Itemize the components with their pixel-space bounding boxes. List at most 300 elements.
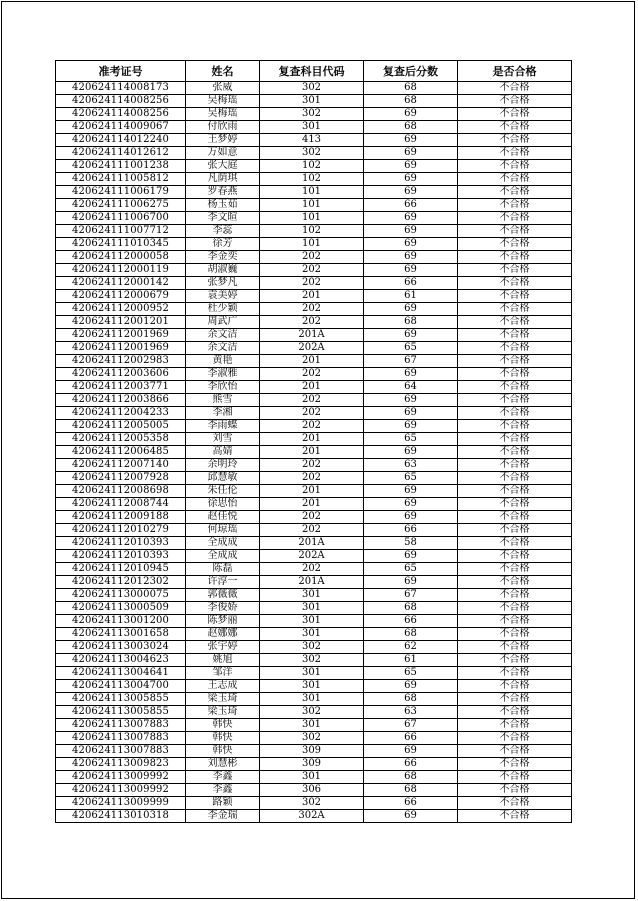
pass-status-cell: 不合格 bbox=[458, 745, 572, 758]
table-row bbox=[56, 615, 572, 628]
score-cell: 69 bbox=[364, 251, 458, 264]
subject-code-cell: 306 bbox=[260, 784, 364, 797]
subject-code-cell: 101 bbox=[260, 212, 364, 225]
name-cell: 李俊娇 bbox=[186, 602, 260, 615]
score-cell: 69 bbox=[364, 745, 458, 758]
score-cell: 67 bbox=[364, 355, 458, 368]
pass-status-cell: 不合格 bbox=[458, 784, 572, 797]
subject-code-cell: 202 bbox=[260, 368, 364, 381]
pass-status-cell: 不合格 bbox=[458, 485, 572, 498]
name-cell: 张宇婷 bbox=[186, 641, 260, 654]
exam-id-cell: 420624111006700 bbox=[56, 212, 186, 225]
name-cell: 王梦婷 bbox=[186, 134, 260, 147]
pass-status-cell: 不合格 bbox=[458, 199, 572, 212]
subject-code-cell: 309 bbox=[260, 758, 364, 771]
exam-id-cell: 420624112007928 bbox=[56, 472, 186, 485]
subject-code-cell: 201 bbox=[260, 381, 364, 394]
exam-id-cell: 420624112003606 bbox=[56, 368, 186, 381]
results-table bbox=[55, 60, 572, 823]
subject-code-cell: 302 bbox=[260, 147, 364, 160]
name-cell: 邱慧敏 bbox=[186, 472, 260, 485]
exam-id-cell: 420624113000509 bbox=[56, 602, 186, 615]
score-cell: 66 bbox=[364, 797, 458, 810]
table-row bbox=[56, 433, 572, 446]
pass-status-cell: 不合格 bbox=[458, 654, 572, 667]
pass-status-cell: 不合格 bbox=[458, 537, 572, 550]
subject-code-cell: 201A bbox=[260, 576, 364, 589]
table-header bbox=[56, 61, 572, 82]
score-cell: 69 bbox=[364, 511, 458, 524]
name-cell: 吴梅瑶 bbox=[186, 108, 260, 121]
table-row bbox=[56, 134, 572, 147]
exam-id-cell: 420624113007883 bbox=[56, 719, 186, 732]
name-cell: 黄艳 bbox=[186, 355, 260, 368]
pass-status-cell: 不合格 bbox=[458, 576, 572, 589]
table-row bbox=[56, 82, 572, 95]
score-cell: 68 bbox=[364, 693, 458, 706]
score-cell: 62 bbox=[364, 641, 458, 654]
name-cell: 刘雪 bbox=[186, 433, 260, 446]
exam-id-cell: 420624112000119 bbox=[56, 264, 186, 277]
exam-id-cell: 420624112003866 bbox=[56, 394, 186, 407]
score-cell: 69 bbox=[364, 238, 458, 251]
pass-status-cell: 不合格 bbox=[458, 329, 572, 342]
name-cell: 陈梦丽 bbox=[186, 615, 260, 628]
score-cell: 69 bbox=[364, 420, 458, 433]
score-cell: 69 bbox=[364, 680, 458, 693]
subject-code-cell: 301 bbox=[260, 628, 364, 641]
exam-id-cell: 420624112010393 bbox=[56, 537, 186, 550]
table-row bbox=[56, 563, 572, 576]
subject-code-cell: 202 bbox=[260, 524, 364, 537]
table-row bbox=[56, 641, 572, 654]
name-cell: 张大庭 bbox=[186, 160, 260, 173]
table-row bbox=[56, 576, 572, 589]
exam-id-cell: 420624112012302 bbox=[56, 576, 186, 589]
subject-code-cell: 201A bbox=[260, 329, 364, 342]
exam-id-cell: 420624112001201 bbox=[56, 316, 186, 329]
pass-status-cell: 不合格 bbox=[458, 589, 572, 602]
table-row bbox=[56, 485, 572, 498]
score-cell: 69 bbox=[364, 134, 458, 147]
table-row bbox=[56, 589, 572, 602]
exam-id-cell: 420624113007883 bbox=[56, 732, 186, 745]
exam-id-cell: 420624111005812 bbox=[56, 173, 186, 186]
score-cell: 69 bbox=[364, 147, 458, 160]
subject-code-cell: 101 bbox=[260, 199, 364, 212]
name-cell: 梁玉琦 bbox=[186, 706, 260, 719]
pass-status-cell: 不合格 bbox=[458, 355, 572, 368]
pass-status-cell: 不合格 bbox=[458, 147, 572, 160]
table-row bbox=[56, 693, 572, 706]
score-cell: 65 bbox=[364, 667, 458, 680]
exam-id-cell: 420624111007712 bbox=[56, 225, 186, 238]
subject-code-cell: 101 bbox=[260, 186, 364, 199]
pass-status-cell: 不合格 bbox=[458, 277, 572, 290]
score-cell: 68 bbox=[364, 316, 458, 329]
score-cell: 67 bbox=[364, 589, 458, 602]
pass-status-cell: 不合格 bbox=[458, 251, 572, 264]
subject-code-cell: 201A bbox=[260, 537, 364, 550]
pass-status-cell: 不合格 bbox=[458, 459, 572, 472]
score-cell: 68 bbox=[364, 602, 458, 615]
subject-code-cell: 302 bbox=[260, 706, 364, 719]
name-cell: 李淑雅 bbox=[186, 368, 260, 381]
table-row bbox=[56, 771, 572, 784]
score-cell: 58 bbox=[364, 537, 458, 550]
subject-code-cell: 202 bbox=[260, 420, 364, 433]
score-cell: 69 bbox=[364, 498, 458, 511]
subject-code-cell: 301 bbox=[260, 121, 364, 134]
subject-code-cell: 202A bbox=[260, 342, 364, 355]
exam-id-cell: 420624114008173 bbox=[56, 82, 186, 95]
exam-id-cell: 420624112010945 bbox=[56, 563, 186, 576]
name-cell: 路颖 bbox=[186, 797, 260, 810]
name-cell: 李金奕 bbox=[186, 251, 260, 264]
table-row bbox=[56, 186, 572, 199]
table-row bbox=[56, 238, 572, 251]
exam-id-cell: 420624113009992 bbox=[56, 771, 186, 784]
score-cell: 66 bbox=[364, 277, 458, 290]
table-row bbox=[56, 758, 572, 771]
exam-id-cell: 420624112000058 bbox=[56, 251, 186, 264]
exam-id-cell: 420624112000952 bbox=[56, 303, 186, 316]
name-cell: 全成成 bbox=[186, 550, 260, 563]
score-cell: 68 bbox=[364, 82, 458, 95]
table-row bbox=[56, 212, 572, 225]
name-cell: 韩快 bbox=[186, 719, 260, 732]
score-cell: 61 bbox=[364, 654, 458, 667]
table-row bbox=[56, 537, 572, 550]
subject-code-cell: 301 bbox=[260, 667, 364, 680]
table-row bbox=[56, 459, 572, 472]
score-cell: 65 bbox=[364, 472, 458, 485]
pass-status-cell: 不合格 bbox=[458, 602, 572, 615]
exam-id-cell: 420624112007140 bbox=[56, 459, 186, 472]
exam-id-cell: 420624114012240 bbox=[56, 134, 186, 147]
subject-code-cell: 201 bbox=[260, 355, 364, 368]
score-cell: 69 bbox=[364, 303, 458, 316]
pass-status-cell: 不合格 bbox=[458, 264, 572, 277]
exam-id-cell: 420624113000075 bbox=[56, 589, 186, 602]
score-cell: 69 bbox=[364, 186, 458, 199]
exam-id-cell: 420624113003024 bbox=[56, 641, 186, 654]
subject-code-cell: 202 bbox=[260, 472, 364, 485]
table-row bbox=[56, 472, 572, 485]
header-score: 复查后分数 bbox=[364, 61, 458, 82]
exam-id-cell: 420624113007883 bbox=[56, 745, 186, 758]
table-row bbox=[56, 784, 572, 797]
score-cell: 65 bbox=[364, 563, 458, 576]
exam-id-cell: 420624113004623 bbox=[56, 654, 186, 667]
name-cell: 杨玉茹 bbox=[186, 199, 260, 212]
name-cell: 李鑫 bbox=[186, 784, 260, 797]
name-cell: 万如意 bbox=[186, 147, 260, 160]
name-cell: 赵佳悦 bbox=[186, 511, 260, 524]
pass-status-cell: 不合格 bbox=[458, 693, 572, 706]
exam-id-cell: 420624113009823 bbox=[56, 758, 186, 771]
subject-code-cell: 302 bbox=[260, 797, 364, 810]
table-row bbox=[56, 342, 572, 355]
score-cell: 69 bbox=[364, 264, 458, 277]
pass-status-cell: 不合格 bbox=[458, 342, 572, 355]
table-row bbox=[56, 420, 572, 433]
subject-code-cell: 302 bbox=[260, 641, 364, 654]
name-cell: 何琼瑶 bbox=[186, 524, 260, 537]
name-cell: 王志成 bbox=[186, 680, 260, 693]
subject-code-cell: 201 bbox=[260, 485, 364, 498]
subject-code-cell: 102 bbox=[260, 225, 364, 238]
pass-status-cell: 不合格 bbox=[458, 238, 572, 251]
exam-id-cell: 420624112010393 bbox=[56, 550, 186, 563]
name-cell: 赵娜娜 bbox=[186, 628, 260, 641]
table-row bbox=[56, 147, 572, 160]
table-row bbox=[56, 355, 572, 368]
table-row bbox=[56, 667, 572, 680]
table-row bbox=[56, 329, 572, 342]
pass-status-cell: 不合格 bbox=[458, 706, 572, 719]
subject-code-cell: 301 bbox=[260, 615, 364, 628]
subject-code-cell: 202 bbox=[260, 303, 364, 316]
exam-id-cell: 420624113001658 bbox=[56, 628, 186, 641]
pass-status-cell: 不合格 bbox=[458, 108, 572, 121]
subject-code-cell: 202 bbox=[260, 251, 364, 264]
score-cell: 68 bbox=[364, 784, 458, 797]
subject-code-cell: 301 bbox=[260, 771, 364, 784]
pass-status-cell: 不合格 bbox=[458, 420, 572, 433]
score-cell: 66 bbox=[364, 199, 458, 212]
table-row bbox=[56, 797, 572, 810]
subject-code-cell: 202 bbox=[260, 459, 364, 472]
pass-status-cell: 不合格 bbox=[458, 641, 572, 654]
pass-status-cell: 不合格 bbox=[458, 498, 572, 511]
subject-code-cell: 202A bbox=[260, 550, 364, 563]
score-cell: 69 bbox=[364, 173, 458, 186]
name-cell: 韩快 bbox=[186, 745, 260, 758]
score-cell: 69 bbox=[364, 810, 458, 823]
subject-code-cell: 302 bbox=[260, 732, 364, 745]
pass-status-cell: 不合格 bbox=[458, 524, 572, 537]
name-cell: 刘慧彬 bbox=[186, 758, 260, 771]
exam-id-cell: 420624113010318 bbox=[56, 810, 186, 823]
pass-status-cell: 不合格 bbox=[458, 82, 572, 95]
exam-id-cell: 420624113004700 bbox=[56, 680, 186, 693]
header-subject-code: 复查科目代码 bbox=[260, 61, 364, 82]
table-row bbox=[56, 264, 572, 277]
name-cell: 熊雪 bbox=[186, 394, 260, 407]
table-row bbox=[56, 316, 572, 329]
table-row bbox=[56, 251, 572, 264]
pass-status-cell: 不合格 bbox=[458, 433, 572, 446]
table-body bbox=[56, 82, 572, 823]
exam-id-cell: 420624112001969 bbox=[56, 329, 186, 342]
exam-id-cell: 420624112009188 bbox=[56, 511, 186, 524]
exam-id-cell: 420624112001969 bbox=[56, 342, 186, 355]
name-cell: 李湘 bbox=[186, 407, 260, 420]
table-row bbox=[56, 732, 572, 745]
pass-status-cell: 不合格 bbox=[458, 95, 572, 108]
table-row bbox=[56, 654, 572, 667]
table-row bbox=[56, 628, 572, 641]
name-cell: 付欣雨 bbox=[186, 121, 260, 134]
pass-status-cell: 不合格 bbox=[458, 719, 572, 732]
table-row bbox=[56, 745, 572, 758]
table-row bbox=[56, 446, 572, 459]
score-cell: 69 bbox=[364, 576, 458, 589]
name-cell: 邹洋 bbox=[186, 667, 260, 680]
subject-code-cell: 309 bbox=[260, 745, 364, 758]
name-cell: 凡荫琪 bbox=[186, 173, 260, 186]
score-cell: 66 bbox=[364, 615, 458, 628]
name-cell: 高婧 bbox=[186, 446, 260, 459]
exam-id-cell: 420624112002983 bbox=[56, 355, 186, 368]
exam-id-cell: 420624112003771 bbox=[56, 381, 186, 394]
table-row bbox=[56, 810, 572, 823]
name-cell: 周武广 bbox=[186, 316, 260, 329]
exam-id-cell: 420624114008256 bbox=[56, 95, 186, 108]
score-cell: 69 bbox=[364, 550, 458, 563]
name-cell: 李雨蝶 bbox=[186, 420, 260, 433]
subject-code-cell: 302 bbox=[260, 654, 364, 667]
table-row bbox=[56, 277, 572, 290]
name-cell: 梁玉琦 bbox=[186, 693, 260, 706]
name-cell: 罗春燕 bbox=[186, 186, 260, 199]
pass-status-cell: 不合格 bbox=[458, 615, 572, 628]
name-cell: 陈磊 bbox=[186, 563, 260, 576]
name-cell: 李鑫 bbox=[186, 771, 260, 784]
score-cell: 68 bbox=[364, 121, 458, 134]
exam-id-cell: 420624112000679 bbox=[56, 290, 186, 303]
score-cell: 68 bbox=[364, 771, 458, 784]
pass-status-cell: 不合格 bbox=[458, 394, 572, 407]
score-cell: 69 bbox=[364, 212, 458, 225]
name-cell: 李金瑞 bbox=[186, 810, 260, 823]
name-cell: 许淳一 bbox=[186, 576, 260, 589]
subject-code-cell: 202 bbox=[260, 316, 364, 329]
pass-status-cell: 不合格 bbox=[458, 472, 572, 485]
exam-id-cell: 420624114012612 bbox=[56, 147, 186, 160]
exam-id-cell: 420624114008256 bbox=[56, 108, 186, 121]
header-row bbox=[56, 61, 572, 82]
score-cell: 65 bbox=[364, 342, 458, 355]
table-row bbox=[56, 511, 572, 524]
table-row bbox=[56, 303, 572, 316]
table-row bbox=[56, 407, 572, 420]
score-cell: 63 bbox=[364, 459, 458, 472]
subject-code-cell: 301 bbox=[260, 719, 364, 732]
score-cell: 69 bbox=[364, 368, 458, 381]
table-row bbox=[56, 368, 572, 381]
score-cell: 61 bbox=[364, 290, 458, 303]
name-cell: 郭薇薇 bbox=[186, 589, 260, 602]
exam-id-cell: 420624112004233 bbox=[56, 407, 186, 420]
table-row bbox=[56, 290, 572, 303]
name-cell: 朱任伦 bbox=[186, 485, 260, 498]
table-row bbox=[56, 524, 572, 537]
pass-status-cell: 不合格 bbox=[458, 134, 572, 147]
header-exam-id: 准考证号 bbox=[56, 61, 186, 82]
name-cell: 余明玲 bbox=[186, 459, 260, 472]
pass-status-cell: 不合格 bbox=[458, 368, 572, 381]
exam-id-cell: 420624113009992 bbox=[56, 784, 186, 797]
pass-status-cell: 不合格 bbox=[458, 511, 572, 524]
subject-code-cell: 413 bbox=[260, 134, 364, 147]
pass-status-cell: 不合格 bbox=[458, 667, 572, 680]
table-row bbox=[56, 225, 572, 238]
score-cell: 69 bbox=[364, 225, 458, 238]
subject-code-cell: 202 bbox=[260, 277, 364, 290]
name-cell: 胡淑巍 bbox=[186, 264, 260, 277]
exam-id-cell: 420624114009067 bbox=[56, 121, 186, 134]
subject-code-cell: 302 bbox=[260, 82, 364, 95]
exam-id-cell: 420624111006275 bbox=[56, 199, 186, 212]
exam-id-cell: 420624111001238 bbox=[56, 160, 186, 173]
name-cell: 韩快 bbox=[186, 732, 260, 745]
table-row bbox=[56, 719, 572, 732]
name-cell: 姚旭 bbox=[186, 654, 260, 667]
pass-status-cell: 不合格 bbox=[458, 303, 572, 316]
pass-status-cell: 不合格 bbox=[458, 446, 572, 459]
score-cell: 69 bbox=[364, 160, 458, 173]
score-cell: 67 bbox=[364, 719, 458, 732]
exam-id-cell: 420624113001200 bbox=[56, 615, 186, 628]
subject-code-cell: 301 bbox=[260, 693, 364, 706]
exam-id-cell: 420624113004641 bbox=[56, 667, 186, 680]
name-cell: 全成成 bbox=[186, 537, 260, 550]
subject-code-cell: 201 bbox=[260, 290, 364, 303]
name-cell: 吴梅瑶 bbox=[186, 95, 260, 108]
subject-code-cell: 302 bbox=[260, 108, 364, 121]
table-row bbox=[56, 680, 572, 693]
name-cell: 李文暄 bbox=[186, 212, 260, 225]
pass-status-cell: 不合格 bbox=[458, 225, 572, 238]
name-cell: 杜少颖 bbox=[186, 303, 260, 316]
subject-code-cell: 201 bbox=[260, 433, 364, 446]
exam-id-cell: 420624113005855 bbox=[56, 706, 186, 719]
subject-code-cell: 201 bbox=[260, 498, 364, 511]
pass-status-cell: 不合格 bbox=[458, 212, 572, 225]
pass-status-cell: 不合格 bbox=[458, 563, 572, 576]
score-cell: 69 bbox=[364, 394, 458, 407]
score-cell: 68 bbox=[364, 628, 458, 641]
table-row bbox=[56, 108, 572, 121]
name-cell: 张梦凡 bbox=[186, 277, 260, 290]
exam-id-cell: 420624113005855 bbox=[56, 693, 186, 706]
table-row bbox=[56, 95, 572, 108]
name-cell: 徐思怡 bbox=[186, 498, 260, 511]
subject-code-cell: 301 bbox=[260, 602, 364, 615]
table-row bbox=[56, 173, 572, 186]
table-row bbox=[56, 121, 572, 134]
exam-id-cell: 420624113009999 bbox=[56, 797, 186, 810]
pass-status-cell: 不合格 bbox=[458, 316, 572, 329]
pass-status-cell: 不合格 bbox=[458, 628, 572, 641]
subject-code-cell: 101 bbox=[260, 238, 364, 251]
subject-code-cell: 202 bbox=[260, 264, 364, 277]
name-cell: 张威 bbox=[186, 82, 260, 95]
table-row bbox=[56, 160, 572, 173]
pass-status-cell: 不合格 bbox=[458, 160, 572, 173]
pass-status-cell: 不合格 bbox=[458, 407, 572, 420]
name-cell: 徐芳 bbox=[186, 238, 260, 251]
header-pass-status: 是否合格 bbox=[458, 61, 572, 82]
pass-status-cell: 不合格 bbox=[458, 550, 572, 563]
exam-id-cell: 420624112010279 bbox=[56, 524, 186, 537]
subject-code-cell: 301 bbox=[260, 95, 364, 108]
score-cell: 66 bbox=[364, 732, 458, 745]
exam-id-cell: 420624112000142 bbox=[56, 277, 186, 290]
subject-code-cell: 201 bbox=[260, 446, 364, 459]
